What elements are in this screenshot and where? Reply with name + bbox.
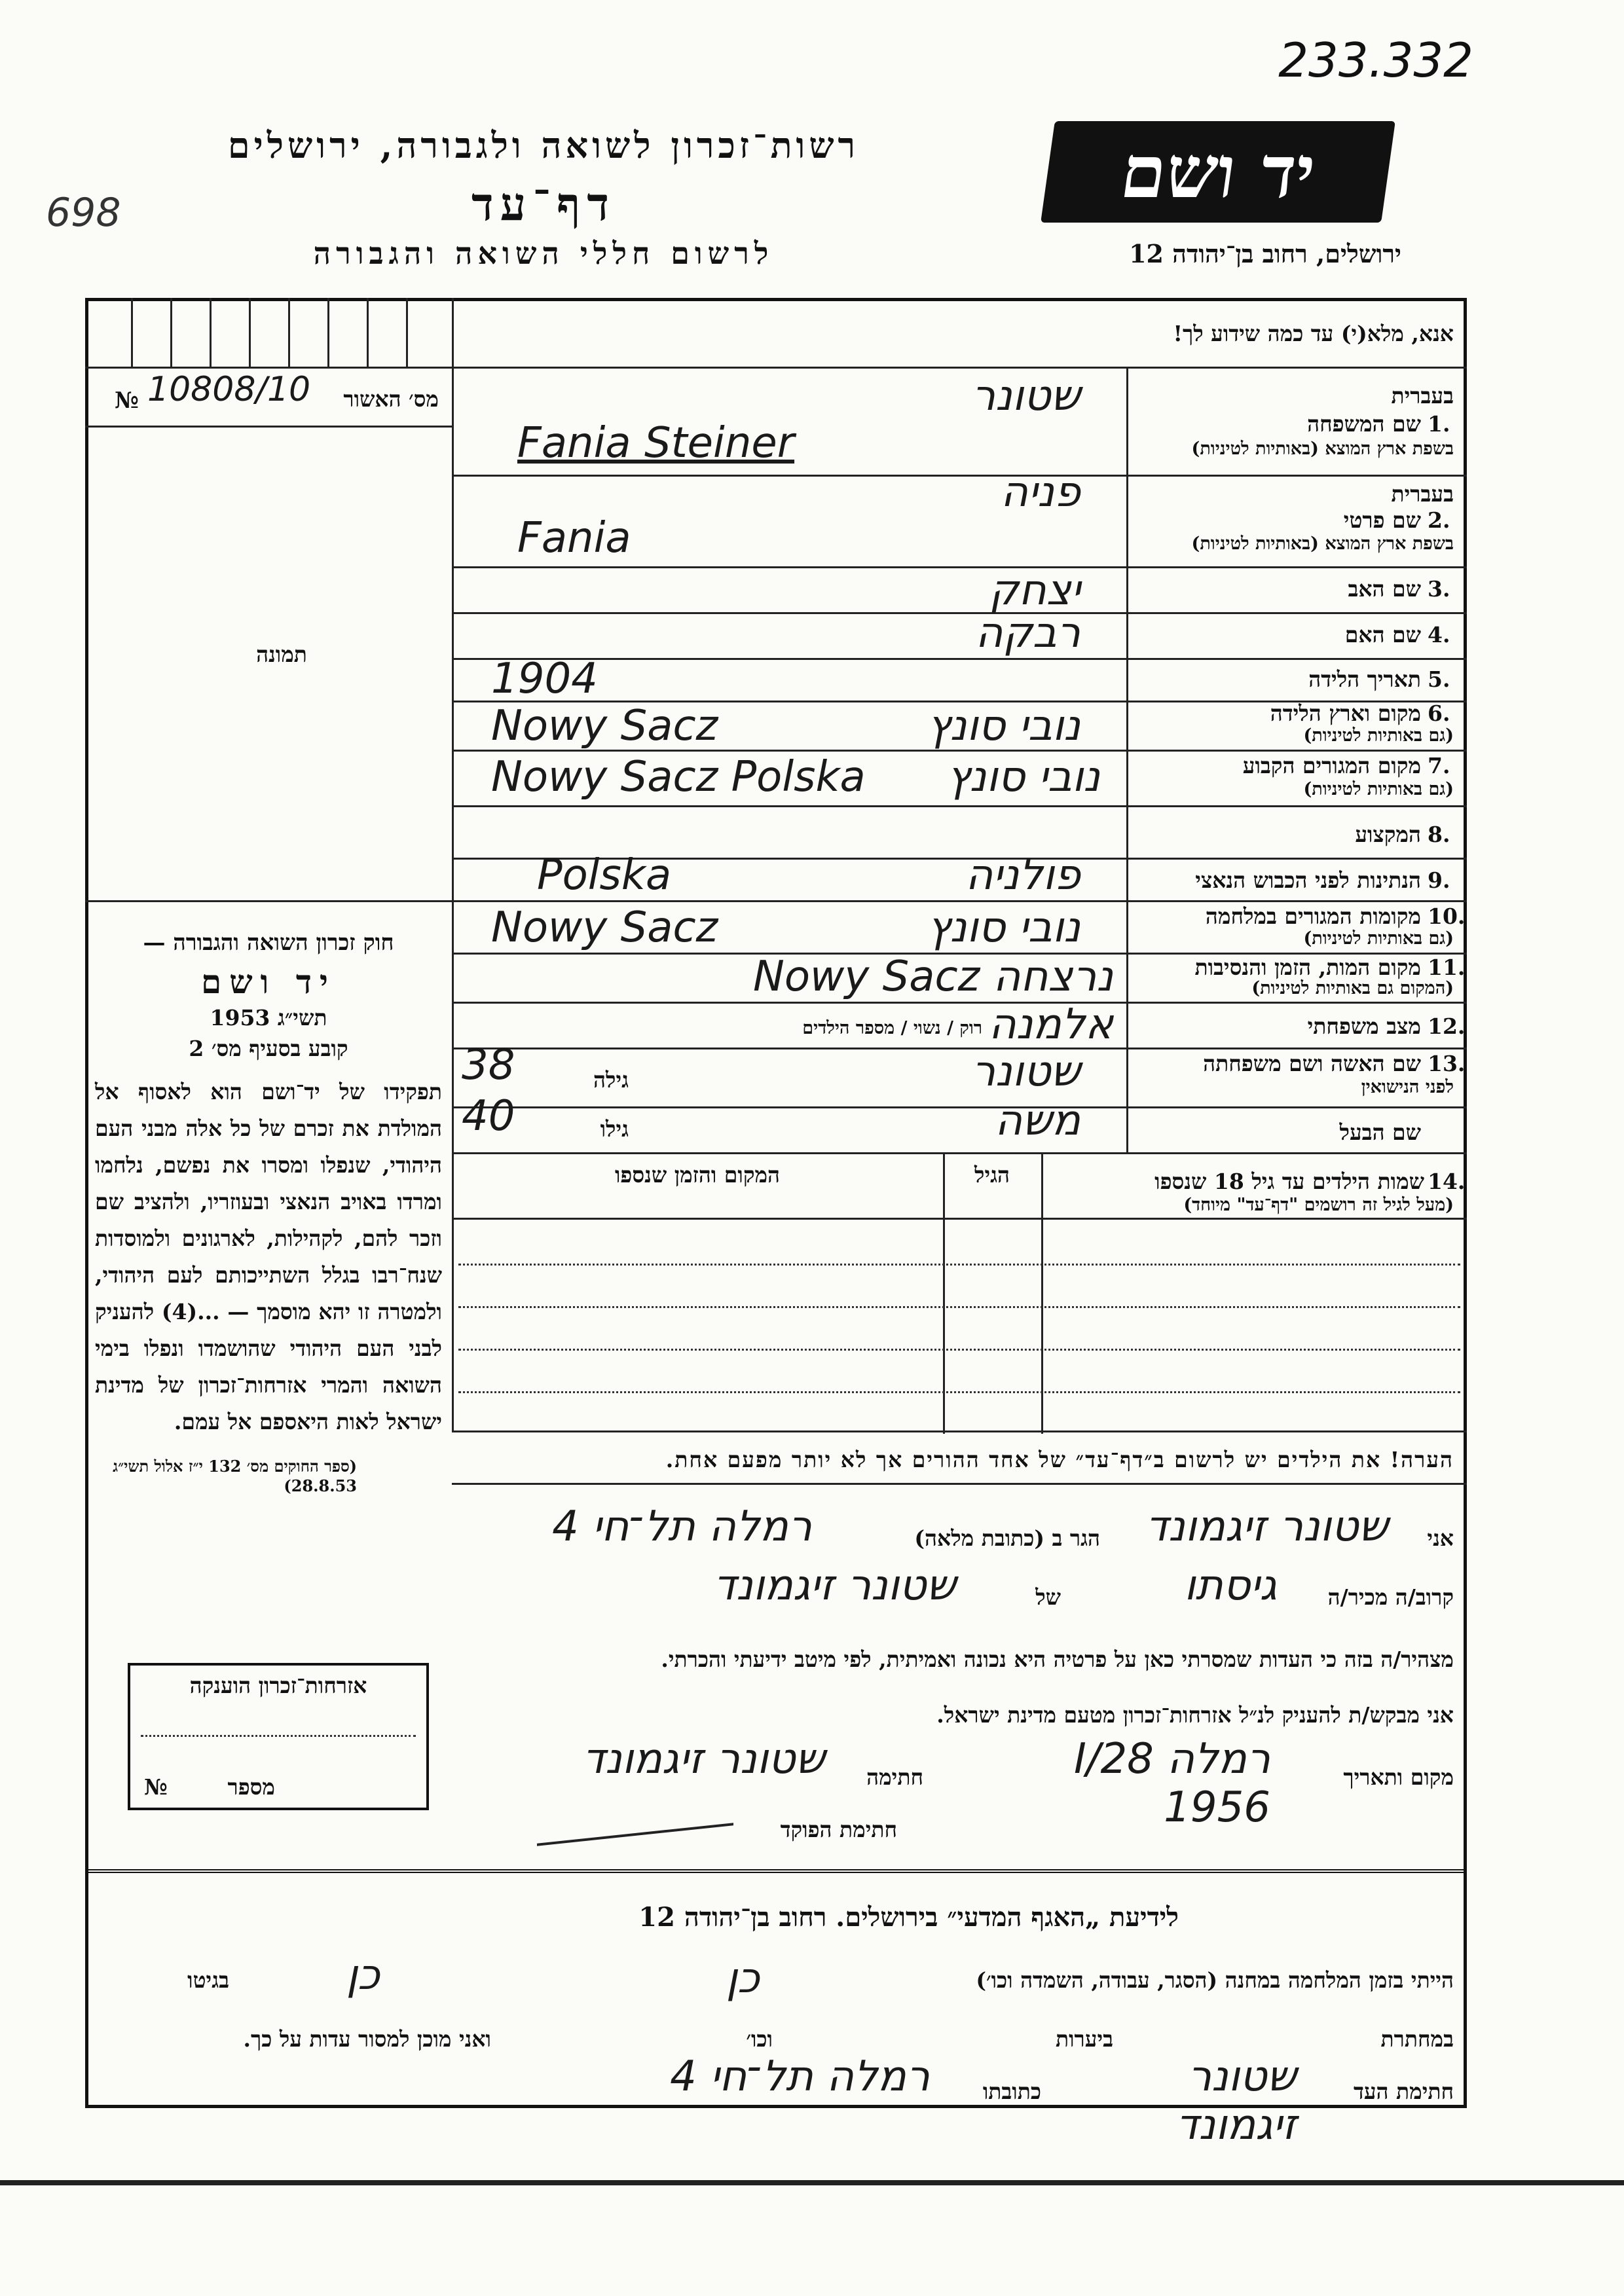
- field-2-number: 2.: [1428, 507, 1450, 533]
- citizenship-number-label: מספר: [227, 1774, 275, 1800]
- label-column-divider: [1126, 367, 1128, 1152]
- intro-text: אנא, מלא(י) עד כמה שידוע לך!: [1173, 321, 1454, 346]
- tick: [367, 298, 369, 367]
- intro-line: [452, 367, 1467, 369]
- field-6-note: (גם באותיות לטיניות): [1303, 725, 1454, 746]
- tick: [131, 298, 133, 367]
- field-13-number: 13.: [1428, 1051, 1466, 1076]
- witness-signature-label: חתימת העד: [1353, 2079, 1454, 2104]
- row-line: [452, 1430, 1467, 1432]
- field-12-label: מצב משפחתי: [1307, 1013, 1421, 1039]
- field-6-number: 6.: [1428, 701, 1450, 726]
- officer-signature-label: חתימת הפוקד: [780, 1817, 897, 1842]
- document-number: 233.332: [1278, 33, 1473, 88]
- nationality-latin[interactable]: Polska: [537, 851, 672, 900]
- husband-label: שם הבעל: [1339, 1120, 1421, 1145]
- field-12-number: 12.: [1428, 1013, 1466, 1039]
- field-7-note: (גם באותיות לטיניות): [1303, 779, 1454, 799]
- declarant-ani: אני: [1427, 1525, 1454, 1551]
- death-place-latin[interactable]: Nowy Sacz: [753, 953, 980, 1001]
- husband-age-label: גילו: [600, 1116, 629, 1142]
- residence-latin[interactable]: Nowy Sacz Polska: [491, 753, 866, 801]
- field-13-sub: לפני הנישואין: [1361, 1077, 1454, 1097]
- tick: [406, 298, 408, 367]
- war-residence-hebrew[interactable]: נובי סונץ: [927, 903, 1080, 952]
- tick: [170, 298, 172, 367]
- forests-label: ביערות: [1055, 2026, 1113, 2052]
- declarant-name[interactable]: שטונר זיגמונד: [1145, 1503, 1388, 1551]
- ghetto-label: בגיטו: [187, 1967, 229, 1993]
- field-5-label: תאריך הלידה: [1308, 666, 1421, 692]
- field-1-number: 1.: [1428, 411, 1450, 437]
- residence-hebrew[interactable]: נובי סונץ: [947, 753, 1100, 801]
- bottom-edge-line: [0, 2180, 1624, 2185]
- dotted-line: [458, 1264, 1460, 1266]
- field-14-label: שמות הילדים עד גיל 18 שנספו: [1154, 1169, 1424, 1194]
- approval-label: מס׳ האשור: [343, 386, 439, 412]
- mother-name[interactable]: רבקה: [975, 609, 1080, 657]
- relation-value[interactable]: גיסתו: [1184, 1561, 1277, 1610]
- place-date-label: מקום ותאריך: [1343, 1764, 1454, 1790]
- birth-place-latin[interactable]: Nowy Sacz: [491, 702, 718, 750]
- request-text: אני מבקש/ת להעניק לנ״ל אזרחות־זכרון מטעם מדינת ישראל.: [936, 1702, 1454, 1728]
- etc-label: וכו׳: [746, 2026, 773, 2052]
- law-clause: קובע בסעיף מס׳ 2: [189, 1036, 348, 1061]
- father-name[interactable]: יצחק: [989, 566, 1080, 615]
- field-13-label: שם האשה ושם משפחתה: [1203, 1051, 1421, 1076]
- scientific-line1: הייתי בזמן המלחמה במחנה (הסגר, עבודה, השמדה וכו׳): [976, 1967, 1454, 1993]
- nationality-hebrew[interactable]: פולניה: [965, 851, 1080, 900]
- first-name-hebrew[interactable]: פניה: [1001, 468, 1080, 517]
- witness-address-label: כתובתו: [982, 2079, 1041, 2104]
- tick: [210, 298, 212, 367]
- field-3-label: שם האב: [1348, 576, 1421, 602]
- field-14-number: 14.: [1428, 1169, 1466, 1194]
- of-label: של: [1035, 1584, 1061, 1610]
- dotted-line: [458, 1391, 1460, 1393]
- dotted-line: [141, 1735, 416, 1737]
- birth-place-hebrew[interactable]: נובי סונץ: [927, 702, 1080, 750]
- family-name-hebrew[interactable]: שטונר: [971, 372, 1080, 420]
- citizenship-title: אזרחות־זכרון הוענקה: [189, 1673, 367, 1698]
- law-year: תשי״ג 1953: [210, 1005, 327, 1030]
- approval-number[interactable]: 10808/10: [147, 370, 311, 409]
- field-9-label: הנתינות לפני הכבוש הנאצי: [1195, 867, 1421, 893]
- declarant-resides-label: הגר ב (כתובת מלאה): [914, 1525, 1100, 1551]
- field-4-number: 4.: [1428, 622, 1450, 647]
- form-subtitle: לרשום חללי השואה והגבורה: [313, 236, 774, 271]
- field-3-number: 3.: [1428, 576, 1450, 602]
- field-12-options: רוק / נשוי / מספר הילדים: [802, 1018, 982, 1038]
- yad-vashem-logo: יד ושם: [1041, 121, 1395, 223]
- field-4-label: שם האם: [1344, 622, 1421, 647]
- witness-address[interactable]: רמלה תל־חי 4: [670, 2052, 930, 2101]
- approval-bottom-line: [85, 426, 452, 428]
- declaration-text: מצהיר/ה בזה כי העדות שמסרתי כאן על פרטיה היא נכונה ואמיתית, לפי מיטב ידיעתי והכרתי.: [661, 1647, 1454, 1672]
- field-9-number: 9.: [1428, 867, 1450, 893]
- ghetto-answer[interactable]: כן: [346, 1951, 380, 1999]
- field-1-label: שם המשפחה: [1307, 411, 1421, 437]
- field-14-sub: (מעל לגיל זה רושמים "דף־עד" מיוחד): [1183, 1195, 1454, 1215]
- field-11-label: מקום המות, הזמן והנסיבות: [1194, 955, 1421, 980]
- field-8-label: המקצוע: [1355, 822, 1421, 847]
- witness-signature[interactable]: שטונר זיגמונד: [1175, 2052, 1297, 2149]
- field-11-note: (המקום גם באותיות לטיניות): [1251, 978, 1454, 998]
- marital-status[interactable]: אלמנה: [988, 1000, 1113, 1049]
- of-name[interactable]: שטונר זיגמונד: [713, 1561, 956, 1610]
- row-line: [452, 1483, 1467, 1485]
- birth-date[interactable]: 1904: [491, 655, 598, 703]
- relative-label: קרוב/ה מכיר/ה: [1327, 1584, 1454, 1610]
- death-circumstances-hebrew[interactable]: נרצחה: [993, 953, 1113, 1001]
- wife-maiden-name[interactable]: שטונר: [971, 1048, 1080, 1096]
- field-2-origin-note: בשפת ארץ המוצא (באותיות לטיניות): [1191, 534, 1454, 554]
- field-2-hebrew-label: בעברית: [1391, 481, 1454, 507]
- field-5-number: 5.: [1428, 666, 1450, 692]
- field-11-number: 11.: [1428, 955, 1466, 980]
- note-text: הערה! את הילדים יש לרשום ב״דף־עד״ של אחד ההורים אך לא יותר מפעם אחת.: [665, 1447, 1454, 1472]
- field-7-number: 7.: [1428, 753, 1450, 778]
- first-name-latin[interactable]: Fania: [517, 514, 631, 562]
- row-line: [452, 900, 1467, 902]
- family-name-latin[interactable]: Fania Steiner: [517, 419, 795, 467]
- field-7-label: מקום המגורים הקבוע: [1242, 753, 1421, 778]
- approval-no-symbol: №: [115, 388, 139, 414]
- scientific-heading: לידיעת „האגף המדעי״ בירושלים. רחוב בן־יהודה 12: [638, 1902, 1179, 1933]
- declarant-signature[interactable]: שטונר זיגמונד: [582, 1735, 825, 1783]
- approval-top-line: [85, 367, 452, 369]
- row-line: [452, 1218, 1467, 1220]
- field-10-label: מקומות המגורים במלחמה: [1205, 903, 1421, 929]
- row-line: [452, 1152, 1467, 1154]
- law-heading: חוק זכרון השואה והגבורה —: [143, 930, 394, 956]
- tick: [249, 298, 251, 367]
- declarant-address[interactable]: רמלה תל־חי 4: [552, 1503, 812, 1551]
- field-1-origin-note: בשפת ארץ המוצא (באותיות לטיניות): [1191, 439, 1454, 459]
- side-mark: 698: [46, 190, 121, 236]
- signature-label: חתימה: [866, 1764, 923, 1790]
- field-6-label: מקום וארץ הלידה: [1270, 701, 1421, 726]
- photo-label: תמונה: [256, 642, 307, 667]
- photo-bottom-line: [85, 900, 452, 902]
- dotted-line: [458, 1349, 1460, 1351]
- law-reference: (ספר החוקים מס׳ 132 י״ז אלול תשי״ג 28.8.53): [113, 1457, 357, 1495]
- field-8-number: 8.: [1428, 822, 1450, 847]
- wife-age[interactable]: 38: [462, 1041, 515, 1089]
- willing-testify-text: ואני מוכן למסור עדות על כך.: [243, 2026, 491, 2052]
- law-text: תפקידו של יד־ושם הוא לאסוף אל המולדת את זכרם של כל אלה מבני העם היהודי, שנפלו ומסרו את נפשם, נלחמו ומרדו באויב הנאצי ובעוזריו, ולהציב שם וזכר להם, לקהילות, לארגונים ולמוסדות שנח־רבו בגלל השתייכותם לעם היהודי, ולמטרה זו יהא מוסמך — ...(4) להעניק לבני העם היהודי שהושמדו ונפלו בימי השואה והמרי אזרחות־זכרון של מדינת ישראל לאות היאספם אל עמם.: [95, 1079, 442, 1434]
- husband-name[interactable]: משה: [995, 1097, 1080, 1145]
- war-residence-latin[interactable]: Nowy Sacz: [491, 903, 718, 952]
- left-column-divider: [452, 298, 454, 1430]
- form-title: דף־עד: [471, 177, 616, 231]
- camp-answer[interactable]: כן: [726, 1954, 760, 2003]
- children-age-header: הגיל: [974, 1162, 1010, 1188]
- citizenship-no-symbol: №: [144, 1774, 168, 1800]
- header-address: ירושלים, רחוב בן־יהודה 12: [1129, 239, 1401, 268]
- law-name: יד ושם: [201, 962, 336, 1001]
- field-10-number: 10.: [1428, 903, 1466, 929]
- authority-title: רשות־זכרון לשואה ולגבורה, ירושלים: [227, 124, 860, 166]
- dotted-line: [458, 1306, 1460, 1308]
- wife-age-label: גילה: [593, 1067, 629, 1093]
- place-date-value[interactable]: רמלה 28/I 1956: [1074, 1735, 1270, 1832]
- tick: [327, 298, 329, 367]
- field-10-note: (גם באותיות לטיניות): [1303, 928, 1454, 949]
- children-place-header: המקום והזמן שנספו: [614, 1162, 781, 1188]
- tick: [288, 298, 290, 367]
- row-line: [452, 805, 1467, 807]
- underground-label: במחתרת: [1380, 2026, 1454, 2052]
- field-2-label: שם פרטי: [1343, 507, 1421, 533]
- husband-age[interactable]: 40: [462, 1092, 515, 1140]
- field-1-hebrew-label: בעברית: [1391, 383, 1454, 409]
